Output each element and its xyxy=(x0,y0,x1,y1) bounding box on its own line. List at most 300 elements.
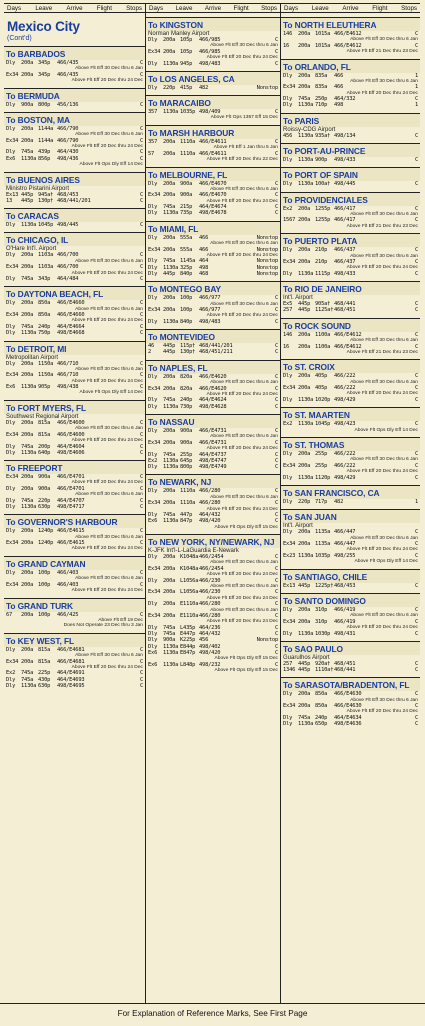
flight-arrive: 105p xyxy=(180,37,193,43)
flight-flight: 468/451 xyxy=(334,307,356,314)
flight-days: Dly xyxy=(283,498,293,505)
flight-leave: 1130a xyxy=(163,109,179,116)
flight-stops: C xyxy=(274,427,278,434)
flight-flight: 464/E4674 xyxy=(199,204,227,211)
flight-leave: 1130a xyxy=(21,155,37,162)
flight-leave: 1130a xyxy=(163,60,179,67)
flight-note: Above Flt Eff 30 Dec thru 6 Jan xyxy=(210,380,278,386)
flight-days: Ex2 xyxy=(283,421,293,428)
flight-note: Above Flt Eff 30 Dec thru 6 Jan xyxy=(350,37,418,43)
flight-days: Dly xyxy=(283,721,293,728)
flight-stops: C xyxy=(139,323,143,330)
flight-row xyxy=(146,192,280,198)
flight-arrive: E844p xyxy=(180,643,196,650)
flight-stops: C xyxy=(414,396,418,403)
flight-flight: 464/E4693 xyxy=(57,676,85,683)
flight-stops: C xyxy=(274,624,278,631)
flight-stops: 1 xyxy=(414,72,418,79)
destination-block xyxy=(4,460,145,510)
flight-row xyxy=(281,529,420,535)
flight-arrive: 1115p xyxy=(315,270,331,277)
flight-flight: 466/E4701 xyxy=(57,474,85,481)
flight-leave: 745a xyxy=(163,397,176,404)
flight-note: Above Flt Ops Dly Eff 15 Dec xyxy=(214,524,278,530)
flight-days: 1567 xyxy=(283,217,296,224)
flight-leave: 200a xyxy=(298,343,311,350)
flight-flight: 466/222 xyxy=(334,373,356,380)
flight-note: Above Flt Eff 30 Dec thru 6 Jan xyxy=(350,457,418,463)
flight-flight: 466/985 xyxy=(199,48,221,55)
flight-row xyxy=(4,504,145,510)
flight-row xyxy=(146,181,280,187)
flight-arrive: 1225p† xyxy=(315,582,334,589)
flight-stops: 1 xyxy=(414,498,418,505)
flight-leave: 745a xyxy=(163,451,176,458)
flight-stops: C xyxy=(139,264,143,271)
destination-block xyxy=(146,167,280,217)
flight-note: Above Flt Eff 20 Dec thru 24 Dec xyxy=(206,313,278,319)
flight-leave: 745a xyxy=(163,631,176,638)
flight-row xyxy=(146,210,280,216)
destination-block xyxy=(4,232,145,282)
flight-stops: C xyxy=(414,474,418,481)
flight-note: Above Flt Eff 30 Dec thru 6 Jan xyxy=(210,241,278,247)
flight-note: Above Flt Eff 20 Dec thru 24 Dec xyxy=(71,480,143,486)
flight-days: 357 xyxy=(148,109,158,116)
flight-arrive: 255p xyxy=(180,451,193,458)
flight-stops: C xyxy=(139,449,143,456)
flight-row xyxy=(281,667,420,673)
flight-days: Dly xyxy=(6,443,16,450)
flight-flight: 498/438 xyxy=(57,384,79,391)
flight-leave: 445p xyxy=(298,660,311,667)
flight-arrive: 735p xyxy=(180,210,193,217)
flight-flight: 466/710 xyxy=(57,360,79,367)
flight-stops: C xyxy=(139,497,143,504)
flight-leave: 200a xyxy=(163,554,176,561)
flight-note: Above Flt Eff 20 Dec thru 24 Dec xyxy=(206,446,278,452)
flight-flight: 466 xyxy=(199,234,209,241)
flight-stops: C xyxy=(414,205,418,212)
flight-flight: 498/433 xyxy=(334,157,356,164)
flight-arrive: 900a xyxy=(180,180,193,187)
flight-arrive: 850a xyxy=(38,300,51,307)
flight-days: Dly xyxy=(283,373,293,380)
flight-row xyxy=(281,397,420,403)
flight-leave: 200a xyxy=(21,581,34,588)
flight-days: Ex6 xyxy=(148,661,158,668)
flight-days: Dly xyxy=(283,451,293,458)
flight-arrive: 1110a xyxy=(180,138,196,145)
flight-days: Dly xyxy=(283,96,293,103)
flight-flight: 498/483 xyxy=(199,318,221,325)
flight-flight: 468/451 xyxy=(334,660,356,667)
flight-leave: 200a xyxy=(163,565,176,572)
flight-note: Above Flt Eff 20 Dec thru 24 Dec xyxy=(346,709,418,715)
destination-block xyxy=(4,598,145,629)
flight-stops: C xyxy=(139,581,143,588)
header-leave: Leave xyxy=(311,5,329,12)
flight-row xyxy=(146,85,280,91)
flight-arrive: 1045p xyxy=(315,421,331,428)
flight-arrive: 645p xyxy=(180,457,193,464)
flight-flight: 498/232 xyxy=(199,661,221,668)
flight-flight: 498/423 xyxy=(334,421,356,428)
flight-flight: 466/E4630 xyxy=(334,691,362,698)
flight-leave: 1130a xyxy=(298,630,314,637)
destination-block xyxy=(281,318,420,356)
flight-stops: C xyxy=(274,488,278,495)
flight-note: Above Flt Eff 20 Dec thru 24 Dec xyxy=(71,270,143,276)
flight-note: Above Flt Eff 20 Dec thru 24 Dec xyxy=(71,378,143,384)
flight-days: Ex34 xyxy=(6,431,19,438)
flight-leave: 1130a xyxy=(298,157,314,164)
flight-stops: C xyxy=(139,360,143,367)
flight-flight: 464/E4604 xyxy=(57,443,85,450)
destination-block xyxy=(281,509,420,564)
destination-name: To ORLANDO, FL xyxy=(281,59,420,73)
flight-days: Ex2 xyxy=(283,205,293,212)
flight-stops: C xyxy=(139,101,143,108)
flight-leave: 200a xyxy=(21,485,34,492)
flight-days: Dly xyxy=(148,234,158,241)
flight-arrive: 1125a† xyxy=(315,307,334,314)
flight-flight: 464 xyxy=(199,258,209,265)
flight-arrive: 555a xyxy=(180,234,193,241)
flight-days: Dly xyxy=(148,637,158,644)
flight-stops: C xyxy=(139,60,143,66)
column-header xyxy=(281,4,420,13)
flight-row xyxy=(146,488,280,494)
flight-arrive: 1135a xyxy=(315,541,331,548)
flight-leave: 200a xyxy=(21,125,34,132)
destination-block xyxy=(281,233,420,277)
flight-days: Ex34 xyxy=(283,385,296,392)
flight-arrive: 343p xyxy=(38,276,51,283)
flight-flight: 468/441 xyxy=(334,301,356,308)
flight-leave: 200a xyxy=(163,385,176,392)
flight-flight: 466/403 xyxy=(57,581,79,588)
flight-arrive: 1255p xyxy=(315,217,331,224)
flight-days: 456 xyxy=(283,132,293,139)
header-days: Days xyxy=(149,5,164,12)
flight-stops: 1 xyxy=(414,84,418,91)
flight-flight: 468/451/211 xyxy=(199,349,233,356)
flight-days: 16 xyxy=(283,42,290,49)
flight-days: Dly xyxy=(148,643,158,650)
flight-arrive: 1100a xyxy=(315,331,331,338)
flight-days: Dly xyxy=(6,252,16,259)
flight-row xyxy=(4,683,145,689)
flight-flight: 464/E4737 xyxy=(199,451,227,458)
flight-days: Dly xyxy=(148,180,158,187)
flight-flight: 498/E4636 xyxy=(334,721,362,728)
flight-days: Ex6 xyxy=(148,518,158,525)
flight-flight: 464/E4707 xyxy=(57,497,85,504)
flight-flight: 466/E4612 xyxy=(334,31,362,37)
destination-name: To MIAMI, FL xyxy=(146,221,280,235)
flight-flight: 466/E4615 xyxy=(57,540,85,547)
flight-arrive: 1100a xyxy=(315,343,331,350)
flight-days: Dly xyxy=(283,157,293,164)
flight-days: Ex2 xyxy=(6,670,16,677)
flight-leave: 200a xyxy=(21,569,34,576)
destination-name: To SANTO DOMINGO xyxy=(281,593,420,607)
flight-flight: 466/E4620 xyxy=(199,385,227,392)
flight-flight: 466/222 xyxy=(334,451,356,458)
destination-block xyxy=(281,359,420,403)
flight-flight: 466/230 xyxy=(199,577,221,584)
flight-note: Above Flt Eff 20 Dec thru 24 Dec xyxy=(206,55,278,61)
flight-days: Ex6 xyxy=(6,155,16,162)
flight-arrive: 650p xyxy=(315,721,328,728)
flight-stops: C xyxy=(274,457,278,464)
flight-leave: 200a xyxy=(298,385,311,392)
flight-stops: C xyxy=(139,682,143,689)
flight-days: Ex34 xyxy=(283,541,296,548)
flight-leave: 200a xyxy=(21,658,34,665)
flight-arrive: 250p xyxy=(315,96,328,103)
flight-stops: C xyxy=(414,42,418,49)
flight-leave: 1130a xyxy=(298,721,314,728)
flight-flight: 466/E4670 xyxy=(199,180,227,187)
flight-stops: C xyxy=(274,318,278,325)
flight-stops: C xyxy=(274,554,278,561)
flight-leave: 200a xyxy=(298,259,311,266)
flight-days: Ex6 xyxy=(6,384,16,391)
flight-flight: 498/E4695 xyxy=(57,682,85,689)
flight-stops: C xyxy=(139,485,143,492)
flight-row xyxy=(281,631,420,637)
flight-days: Dly xyxy=(148,210,158,217)
flight-arrive: 325p xyxy=(180,264,193,271)
flight-row xyxy=(4,264,145,270)
flight-arrive: 750p xyxy=(38,330,51,337)
destination-name: To SARASOTA/BRADENTON, FL xyxy=(281,677,420,691)
flight-arrive: 850a xyxy=(315,703,328,710)
destination-block xyxy=(281,281,420,314)
flight-flight: 498/E4717 xyxy=(57,504,85,511)
flight-note: Above Flt Eff 30 Dec thru 6 Jan xyxy=(75,653,143,659)
flight-arrive: 630p xyxy=(38,504,51,511)
flight-leave: 200a xyxy=(21,252,34,259)
flight-row xyxy=(146,61,280,67)
flight-leave: 445p xyxy=(298,667,311,674)
flight-note: Above Flt Eff 30 Dec thru 6 Jan xyxy=(350,211,418,217)
destination-name: To LOS ANGELES, CA xyxy=(146,71,280,85)
flight-leave: 200a xyxy=(21,372,34,379)
flight-days: Dly xyxy=(6,300,16,307)
flight-flight: 482 xyxy=(334,498,344,505)
flight-arrive: 100p xyxy=(38,581,51,588)
flight-days: Ex34 xyxy=(283,462,296,469)
flight-flight: 498/483 xyxy=(199,60,221,67)
flight-days: Dly xyxy=(6,504,16,511)
flight-flight: 466/700 xyxy=(57,264,79,271)
flight-days: Dly xyxy=(148,84,158,91)
flight-stops: C xyxy=(414,217,418,224)
flight-stops: C xyxy=(414,157,418,164)
destination-name: To FORT MYERS, FL xyxy=(4,400,145,414)
flight-row xyxy=(146,464,280,470)
destination-block xyxy=(4,286,145,336)
flight-stops: C xyxy=(274,464,278,471)
flight-note: Above Flt Ops Dly Eff 15 Dec xyxy=(214,668,278,674)
flight-days: Ex34 xyxy=(283,84,296,91)
flight-days: Dly xyxy=(6,682,16,689)
flight-flight: 466/E4612 xyxy=(334,331,362,338)
flight-leave: 1130a xyxy=(21,222,37,229)
flight-note: Above Flt Eff 20 Dec thru 24 Dec xyxy=(346,391,418,397)
flight-stops: Nonstop xyxy=(256,84,278,91)
header-flight: Flight xyxy=(96,5,112,12)
flight-stops: C xyxy=(414,259,418,266)
flight-arrive: 1150a xyxy=(38,360,54,367)
flight-note: Above Flt Ops Dly Eff 14 Dec xyxy=(79,162,143,168)
flight-stops: C xyxy=(274,643,278,650)
flight-row xyxy=(146,271,280,277)
flight-days: Ex34 xyxy=(6,658,19,665)
flight-leave: 200a xyxy=(298,217,311,224)
flight-arrive: 1045p xyxy=(38,222,54,229)
flight-flight: 466/2454 xyxy=(199,554,224,561)
destination-block xyxy=(281,17,420,55)
flight-stops: C xyxy=(414,270,418,277)
flight-leave: 200a xyxy=(163,180,176,187)
flight-stops: C xyxy=(139,197,143,204)
footer-note: For Explanation of Reference Marks, See First Page xyxy=(0,1003,425,1026)
flight-arrive: 630p xyxy=(38,682,51,689)
flight-days: Ex34 xyxy=(6,137,19,144)
flight-arrive: 430p xyxy=(38,676,51,683)
flight-stops: C xyxy=(414,132,418,139)
destination-name: To NAPLES, FL xyxy=(146,360,280,374)
destination-name: To NORTH ELEUTHERA xyxy=(281,17,420,31)
destination-block xyxy=(146,474,280,530)
flight-leave: 200a xyxy=(163,150,176,157)
flight-row xyxy=(146,518,280,524)
flight-days: Dly xyxy=(283,691,293,698)
flight-days: Ex34 xyxy=(148,246,161,253)
flight-leave: 1130a xyxy=(163,643,179,650)
flight-arrive: 717p xyxy=(315,498,328,505)
flight-arrive: 730p xyxy=(180,403,193,410)
flight-days: Ex34 xyxy=(6,312,19,319)
flight-flight: 466/419 xyxy=(334,618,356,625)
flight-note: Above Flt Eff 20 Dec thru 24 Dec xyxy=(71,318,143,324)
destination-name: To BUENOS AIRES xyxy=(4,172,145,186)
flight-arrive: 1015a xyxy=(315,42,331,49)
flight-leave: 200a xyxy=(163,427,176,434)
flight-stops: 1 xyxy=(414,102,418,109)
flight-days: Dly xyxy=(148,403,158,410)
flight-days: Ex34 xyxy=(6,581,19,588)
flight-flight: 466/E4660 xyxy=(57,300,85,307)
flight-leave: 1130a xyxy=(163,264,179,271)
flight-arrive: 835a xyxy=(315,72,328,79)
flight-flight: 464/430 xyxy=(57,149,79,156)
destination-block xyxy=(146,360,280,410)
flight-leave: 200a xyxy=(163,295,176,302)
flight-days: Dly xyxy=(283,247,293,254)
flight-days: Dly xyxy=(283,102,293,109)
flight-days: 67 xyxy=(6,611,13,618)
flight-stops: C xyxy=(139,384,143,391)
flight-stops: C xyxy=(139,137,143,144)
flight-row xyxy=(146,601,280,607)
destination-block xyxy=(146,329,280,356)
flight-flight: 498/E4747 xyxy=(199,457,227,464)
flight-row xyxy=(4,528,145,534)
flight-flight: 466/E4731 xyxy=(199,427,227,434)
flight-leave: 745a xyxy=(21,149,34,156)
flight-arrive: 945p xyxy=(180,60,193,67)
flight-arrive: 130p† xyxy=(38,197,54,204)
flight-row xyxy=(281,133,420,139)
flight-leave: 200a xyxy=(298,691,311,698)
flight-leave: 1130a xyxy=(163,318,179,325)
flight-leave: 1130a xyxy=(163,661,179,668)
flight-leave: 445p xyxy=(298,307,311,314)
flight-leave: 1130a xyxy=(298,102,314,109)
flight-arrive: 640p xyxy=(38,449,51,456)
flight-arrive: 447p xyxy=(180,512,193,518)
flight-days: Dly xyxy=(148,397,158,404)
flight-flight: 466/985 xyxy=(199,37,221,43)
header-flight: Flight xyxy=(372,5,388,12)
flight-flight: 498/E4668 xyxy=(57,330,85,337)
flight-leave: 200a xyxy=(163,37,176,43)
flight-arrive: 800p xyxy=(38,101,51,108)
header-days: Days xyxy=(284,5,299,12)
destination-block xyxy=(4,172,145,205)
flight-note: Above Flt Eff 19 Dec xyxy=(98,617,143,623)
destination-name: To DETROIT, MI xyxy=(4,341,145,355)
flight-stops: C xyxy=(274,518,278,525)
flight-leave: 200a xyxy=(298,451,311,458)
flight-stops: C xyxy=(274,204,278,211)
flight-days: Ex34 xyxy=(148,589,161,596)
flight-days: Dly xyxy=(6,60,16,66)
flight-arrive: K1048a xyxy=(180,554,199,561)
destination-block xyxy=(281,113,420,139)
flight-note: Above Flt Ops Dly Eff 14 Dec xyxy=(354,427,418,433)
flight-leave: 200a xyxy=(298,72,311,79)
flight-note: Above Flt Eff 30 Dec thru 6 Jan xyxy=(75,306,143,312)
flight-flight: 498/409 xyxy=(199,109,221,116)
airport-name: K-JFK Int'l-L-LaGuardia E-Newark xyxy=(148,548,239,555)
flight-arrive: L435p xyxy=(180,624,196,631)
header-arrive: Arrive xyxy=(66,5,83,12)
flight-stops: C xyxy=(139,670,143,677)
flight-stops: C xyxy=(274,373,278,380)
destination-name: To BERMUDA xyxy=(4,88,145,102)
airport-name: Ministro Pistarini Airport xyxy=(6,185,70,192)
flight-row xyxy=(281,691,420,697)
flight-leave: 1130a xyxy=(163,403,179,410)
flight-stops: C xyxy=(414,541,418,548)
destination-name: To MELBOURNE, FL xyxy=(146,167,280,181)
flight-leave: 200a xyxy=(163,246,176,253)
flight-leave: 1130a xyxy=(21,384,37,391)
flight-arrive: 1110a xyxy=(180,500,196,507)
flight-stops: C xyxy=(274,631,278,638)
flight-days: Ex2 xyxy=(148,457,158,464)
destination-name: To MONTEGO BAY xyxy=(146,281,280,295)
flight-stops: C xyxy=(414,630,418,637)
flight-stops: C xyxy=(274,577,278,584)
destination-name: To ROCK SOUND xyxy=(281,318,420,332)
